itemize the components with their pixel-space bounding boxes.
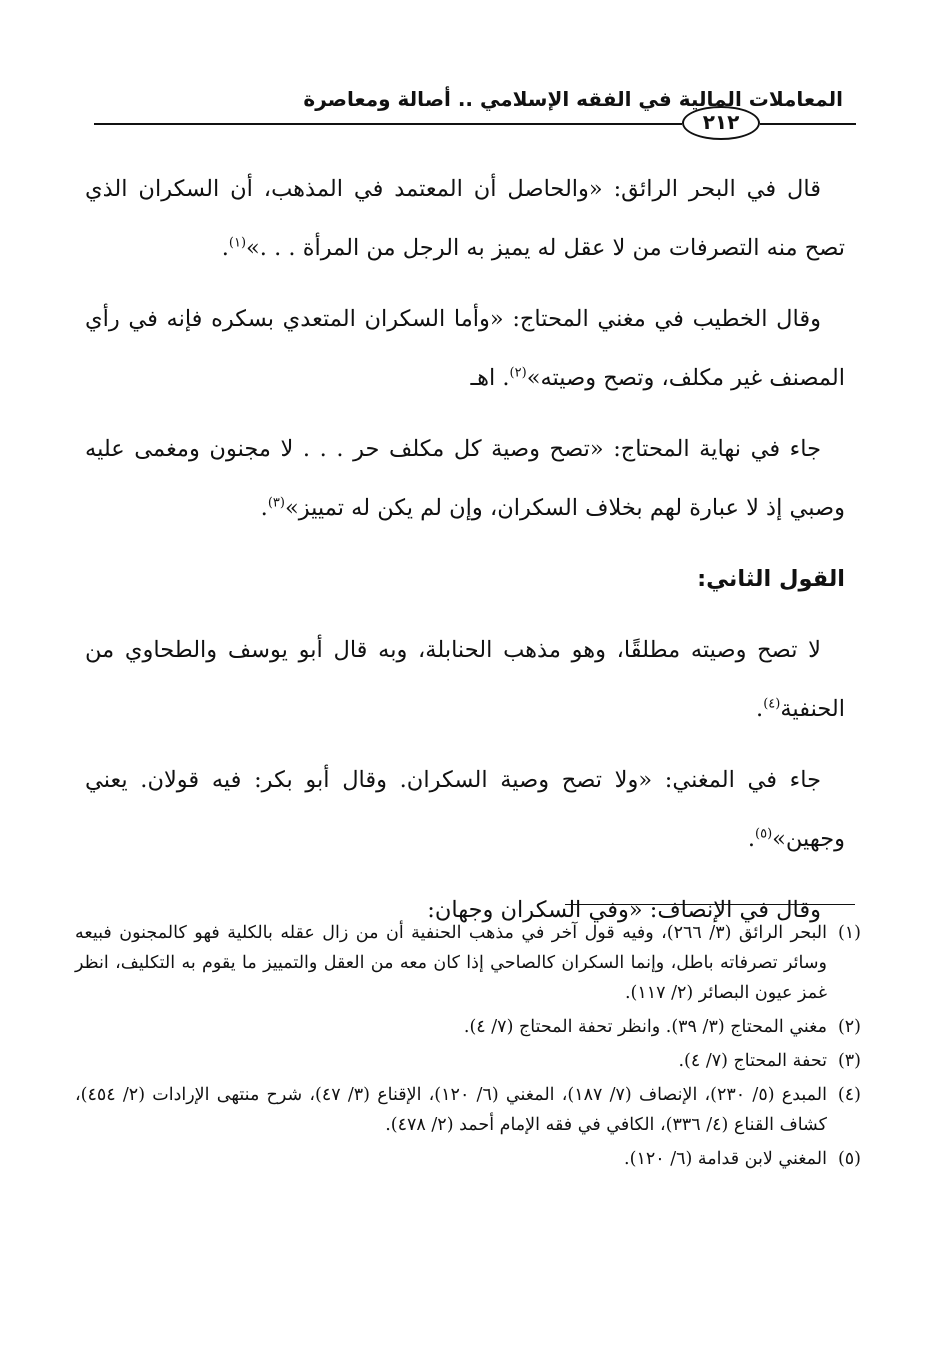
main-text <box>85 160 845 952</box>
footnote-text: المبدع (٥/ ٢٣٠)، الإنصاف (٧/ ١٨٧)، المغني (٦/ ١٢٠)، الإقناع (٣/ ٤٧)، شرح منتهى الإرادات (٢/ ٤٥٤)، كشاف القناع (٤/ ٣٣٦)، الكافي في فقه الإمام أحمد (٢/ ٤٧٨). <box>75 1085 827 1135</box>
paragraph: لا تصح وصيته مطلقًا، وهو مذهب الحنابلة، وبه قال أبو يوسف والطحاوي من الحنفية$^{(٤)}$. <box>85 637 845 722</box>
footnote <box>75 918 861 1008</box>
footnote-ref[interactable]: (٥) <box>755 826 773 842</box>
footnote <box>75 1144 861 1174</box>
footnote-text: المغني لابن قدامة (٦/ ١٢٠). <box>624 1149 827 1169</box>
footnote-text: مغني المحتاج (٣/ ٣٩). وانظر تحفة المحتاج (٧/ ٤). <box>463 1017 827 1037</box>
paragraph: جاء في نهاية المحتاج: «تصح وصية كل مكلف حر . . . لا مجنون ومغمى عليه وصبي إذ لا عبارة لهم بخلاف السكران، وإن لم يكن له تمييز»$^{(٣)}$. <box>85 436 845 521</box>
paragraph: وقال الخطيب في مغني المحتاج: «وأما السكران المتعدي بسكره فإنه في رأي المصنف غير مكلف، وتصح وصيته»$^{(٢)}$. اهـ <box>85 306 845 391</box>
section-heading: القول الثاني: <box>697 566 845 592</box>
paragraph: وقال في الإنصاف: «وفي السكران وجهان: <box>427 897 821 923</box>
footnote-text: تحفة المحتاج (٧/ ٤). <box>678 1051 827 1071</box>
page-number-badge: ٢١٢ <box>682 106 760 140</box>
footnote-number: (١) <box>837 923 861 943</box>
footnote-ref[interactable]: (٢) <box>509 365 527 381</box>
footnote-separator <box>565 904 855 905</box>
footnote-text: البحر الرائق (٣/ ٢٦٦)، وفيه قول آخر في مذهب الحنفية أن من زال عقله بالكلية فهو كالمجنون فبيعه وسائر تصرفاته باطل، وإنما السكران كالصاحي إذا كان معه من العقل والتمييز ما يقوم به التكليف، انظر غمز عيون البصائر (٢/ ١١٧). <box>75 923 827 1003</box>
header-rule <box>760 123 856 125</box>
footnote-number: (٢) <box>837 1017 861 1037</box>
footnote-ref[interactable]: (١) <box>228 235 247 251</box>
footnote <box>75 1080 861 1140</box>
footnote-number: (٤) <box>837 1085 861 1105</box>
footnote-number: (٣) <box>837 1051 861 1071</box>
paragraph: قال في البحر الرائق: «والحاصل أن المعتمد في المذهب، أن السكران الذي تصح منه التصرفات من لا عقل له يميز به الرجل من المرأة . . .»$^{(١)}$. <box>85 176 845 261</box>
footnote-ref[interactable]: (٤) <box>763 696 781 712</box>
header-rule <box>94 123 682 125</box>
paragraph: جاء في المغني: «ولا تصح وصية السكران. وقال أبو بكر: فيه قولان. يعني وجهين»$^{(٥)}$. <box>85 767 845 852</box>
footnote <box>75 1012 861 1042</box>
footnote-number: (٥) <box>837 1149 861 1169</box>
footnote <box>75 1046 861 1076</box>
running-title: المعاملات المالية في الفقه الإسلامي .. أصالة ومعاصرة <box>303 87 843 111</box>
footnotes <box>75 918 861 1178</box>
footnote-ref[interactable]: (٣) <box>267 495 285 511</box>
